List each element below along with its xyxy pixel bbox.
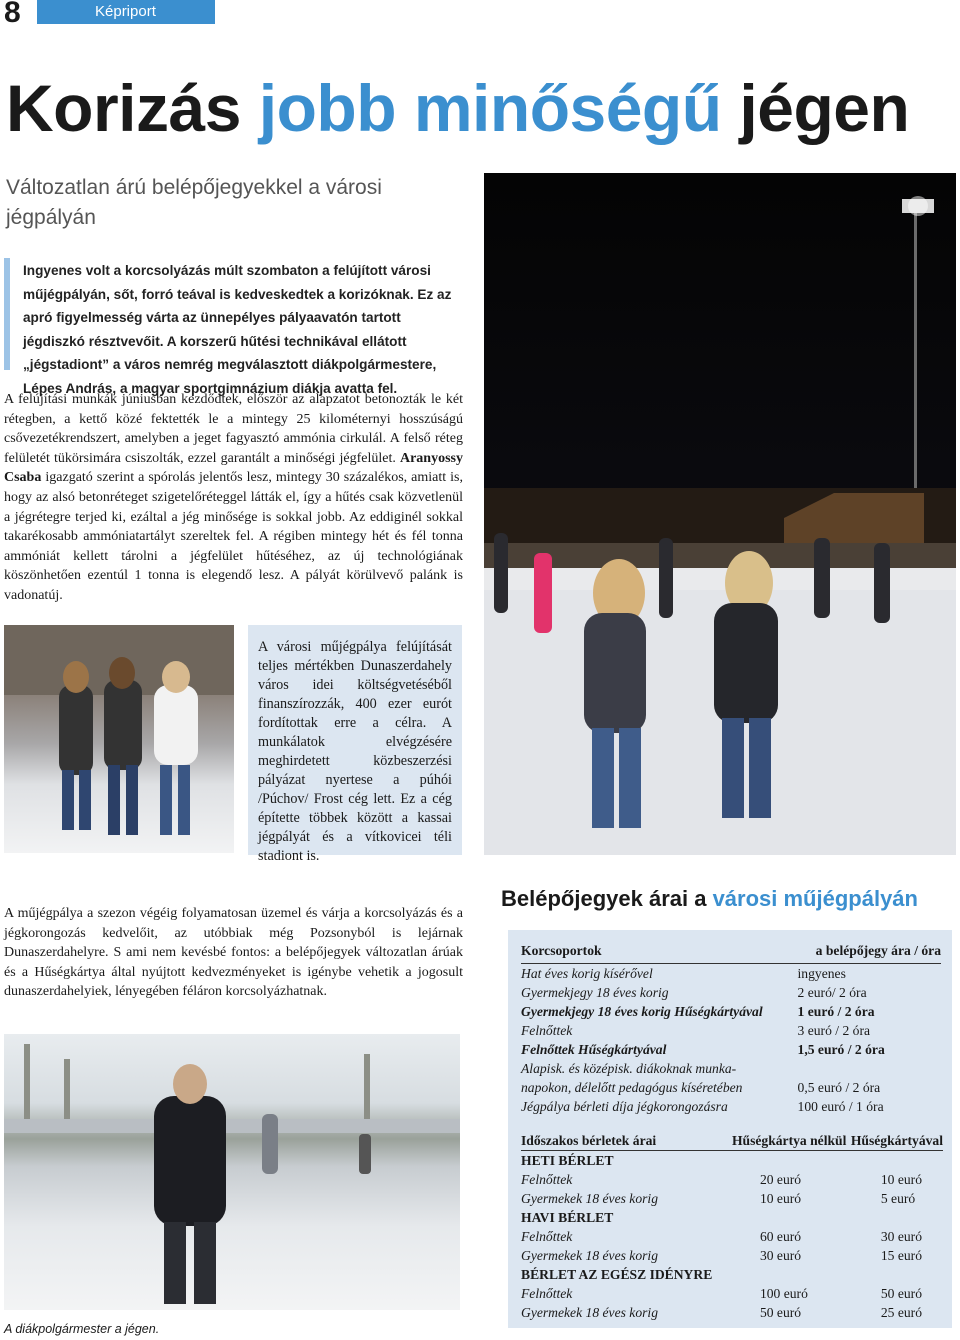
column-header: a belépőjegy ára / óra (798, 942, 941, 964)
table-cell: Gyermekek 18 éves korig (521, 1305, 658, 1320)
table-cell: BÉRLET AZ EGÉSZ IDÉNYRE (521, 1267, 713, 1282)
table-cell: 5 euró (880, 1191, 916, 1206)
table-cell: 25 euró (880, 1305, 922, 1320)
ticket-price-table (521, 942, 941, 1116)
table-row (521, 1170, 943, 1189)
table-cell: 60 euró (759, 1229, 802, 1244)
photo-skaters-night (484, 173, 956, 855)
table-cell: Felnőttek (521, 1229, 573, 1244)
table-cell: Felnőttek (521, 1286, 573, 1301)
body-text-1-part1: A felújítási munkák júniusban kezdődtek, először az alapzatot betonozták le két rétegben, a kettő közé fektették le a mintegy 25 kilométernyi hosszúságú csővezetékrendszert, amelyben a jeget fagyasztó ammónia cirkulál. A felső réteg felületét tükörsimára csiszolták, ezzel garantált a minőségi jégfelület. (4, 392, 463, 466)
headline-highlight: jobb minőségű (258, 71, 722, 145)
body-text-1 (4, 390, 463, 606)
subtitle: Változatlan árú belépőjegyekkel a városi jégpályán (6, 176, 382, 229)
table-cell: Felnőttek (521, 1172, 573, 1187)
table-cell: Gyermekek 18 éves korig (521, 1191, 658, 1206)
photo-skaters-night-art (484, 173, 956, 855)
table-cell: 50 euró (880, 1286, 922, 1301)
table-row (521, 1097, 941, 1116)
body-text-2: A műjégpálya a szezon végéig folyamatosan üzemel és várja a korcsolyázás és a jégkorongozás kedvelőit, az utóbbiak még Pozsonyból is lejárnak Dunaszerdahelyre. S ami nem kevésbé fontos: a belépőjegyek változatlan árúak és a Hűségkártya által nyújtott kedvezményeket is igénybe vehetik a jogosult dunaszerdahelyiek, lényegében féláron korcsolyázhatnak. (4, 906, 463, 1000)
table-cell: Alapisk. és középisk. diákoknak munka- (521, 1061, 737, 1076)
table-header-row (521, 1131, 943, 1151)
section-label (37, 0, 215, 24)
table-cell: Gyermekjegy 18 éves korig (521, 985, 669, 1000)
table-cell: HETI BÉRLET (521, 1153, 614, 1168)
table-cell: napokon, délelőtt pedagógus kíséretében (521, 1080, 743, 1095)
table-row (521, 1246, 943, 1265)
column-header: Időszakos bérletek árai (521, 1131, 732, 1151)
column-header: Hűségkártya nélkül (732, 1131, 851, 1151)
table-row (521, 1002, 941, 1021)
table-cell: HAVI BÉRLET (521, 1210, 614, 1225)
table-cell: 15 euró (880, 1248, 922, 1263)
table-cell: 30 euró (880, 1229, 922, 1244)
table-cell: 30 euró (759, 1248, 802, 1263)
table-cell: Gyermekek 18 éves korig (521, 1248, 658, 1263)
info-box-text: A városi műjégpálya felújítását teljes mértékben Dunaszerdahely város idei költségvetéséből finanszírozzák, 400 ezer eurót fordítottak erre a célra. A munkálatok elvégzésére meghirdetett közbeszerzési pályázat nyertese a púhói /Púchov/ Frost cég lett. Ez a cég építette többek között a kassai jégpályát és a vítkovicei téli stadiont is. (258, 639, 452, 864)
photo-caption: A diákpolgármester a jégen. (4, 1322, 160, 1336)
column-header: Korcsoportok (521, 942, 798, 964)
table-row (521, 964, 941, 984)
lead-paragraph: Ingyenes volt a korcsolyázás múlt szombaton a felújított városi műjégpályán, sőt, forró teával is kedveskedtek a korizóknak. Ez az apró figyelmesség várta az ünnepélyes pályaavatón tartott jégdiszkó résztvevőit. A korszerű hűtési technikával ellátott „jégstadiont” a város nemrég megválasztott diákpolgármestere, Lépes András, a magyar sportgimnázium diákja avatta fel. (23, 263, 452, 396)
price-title-highlight: városi műjégpályán (712, 886, 918, 911)
table-row (521, 1078, 941, 1097)
photo-student-mayor (4, 1034, 460, 1310)
page-number: 8 (4, 0, 21, 29)
table-cell: Jégpálya bérleti díja jégkorongozásra (521, 1099, 728, 1114)
headline (6, 70, 909, 146)
column-header: Hűségkártyával (851, 1131, 943, 1151)
table-cell: 1,5 euró / 2 óra (797, 1042, 885, 1057)
table-row (521, 1021, 941, 1040)
table-cell: 10 euró (759, 1191, 802, 1206)
table-row (521, 1151, 943, 1171)
table-cell: 20 euró (759, 1172, 802, 1187)
table-header-row (521, 942, 941, 964)
table-cell: 0,5 euró / 2 óra (797, 1080, 881, 1095)
photo-student-mayor-art (4, 1034, 460, 1310)
body-text-1-part2: igazgató szerint a spórolás jelentős lesz, mintegy 30 százalékos, amiatt is, hogy az alsó betonréteget szigetelőréteggel látták el, így a hűtés csak közvetlenül a jégrétegre terjed ki, ezáltal a jég minősége is sokkal jobb. Az eddiginél sokkal takarékosabb ammóniatartályt szereltek fel. A régiben mintegy hét és fél tonna ammóniát kellett tárolni a jégfelület hűtéséhez, az új technológiának köszönhetően ezentúl 1 tonna is elegendő lesz. A pályát körülvevő palánk is vadonatúj. (4, 470, 463, 603)
headline-part1: Korizás (6, 71, 259, 145)
table-cell: 2 euró/ 2 óra (797, 985, 867, 1000)
table-row (521, 1303, 943, 1322)
table-cell: 100 euró (759, 1286, 808, 1301)
table-cell: 100 euró / 1 óra (797, 1099, 884, 1114)
table-cell: 1 euró / 2 óra (797, 1004, 875, 1019)
table-row (521, 1059, 941, 1078)
table-cell: ingyenes (797, 966, 846, 981)
table-row (521, 1227, 943, 1246)
season-pass-table (521, 1131, 943, 1322)
table-cell: 10 euró (880, 1172, 922, 1187)
table-cell: Felnőttek Hűségkártyával (521, 1042, 667, 1057)
photo-girls-skating (4, 625, 234, 853)
table-cell: 50 euró (759, 1305, 802, 1320)
table-row (521, 1040, 941, 1059)
table-row (521, 1208, 943, 1227)
price-title-part1: Belépőjegyek árai a (501, 886, 713, 911)
price-box-title (501, 886, 918, 912)
table-row (521, 1189, 943, 1208)
table-cell: Gyermekjegy 18 éves korig Hűségkártyával (521, 1004, 763, 1019)
table-row (521, 1265, 943, 1284)
table-cell: Hat éves korig kísérővel (521, 966, 653, 981)
photo-girls-skating-art (4, 625, 234, 853)
table-cell (798, 1059, 941, 1078)
table-row (521, 1284, 943, 1303)
section-label-text: Képriport (95, 3, 156, 20)
table-row (521, 983, 941, 1002)
person-name: Aranyossy Csaba (4, 450, 463, 486)
table-cell: 3 euró / 2 óra (797, 1023, 871, 1038)
table-cell: Felnőttek (521, 1023, 573, 1038)
lead-accent-bar (4, 258, 10, 370)
headline-part3: jégen (721, 71, 910, 145)
